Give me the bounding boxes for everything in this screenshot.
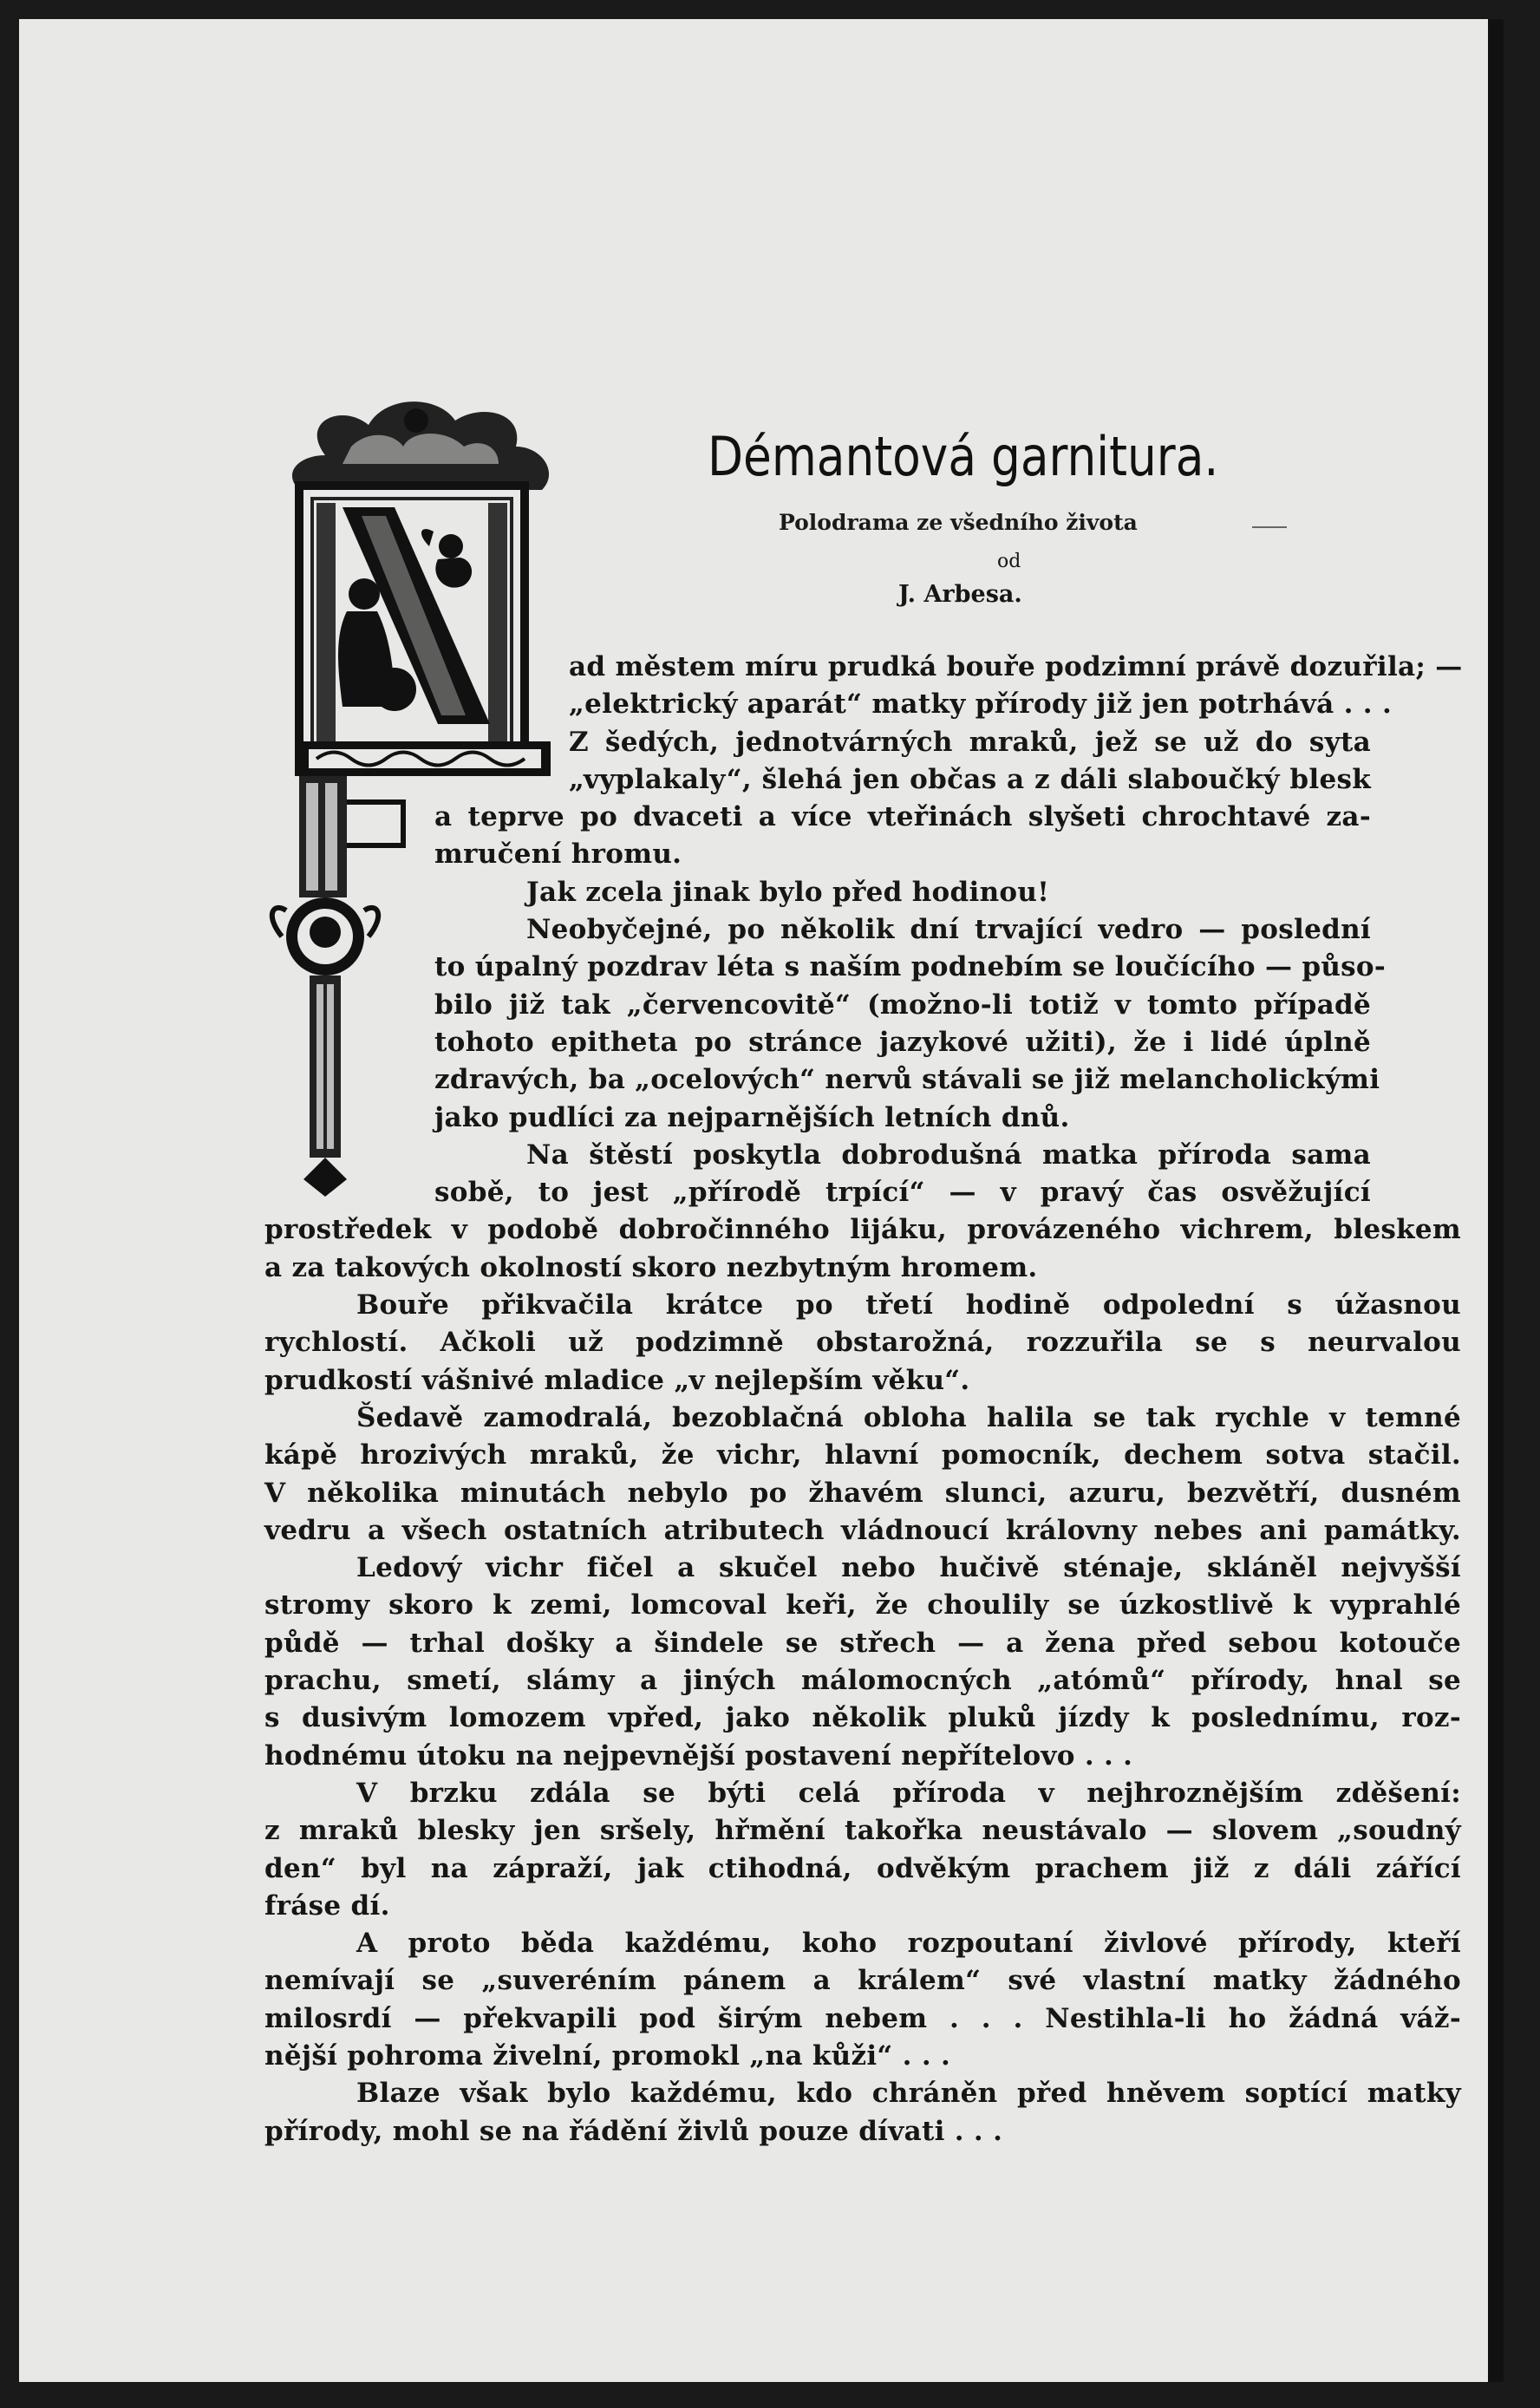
body-line-12: zdravých, ba „ocelových“ nervů stávali se již melancholickými: [434, 1064, 1380, 1096]
body-line-27: půdě — trhal došky a šindele se střech — a žena před sebou kotouče: [264, 1627, 1461, 1659]
story-subtitle: Polodrama ze všedního života: [779, 510, 1138, 535]
body-line-17: a za takových okolností skoro nezbytným hromem.: [264, 1251, 1038, 1283]
body-line-31: V brzku zdála se býti celá příroda v nejhroznějším zděšení:: [356, 1777, 1461, 1809]
body-line-34: fráse dí.: [264, 1889, 390, 1922]
body-line-39: Blaze však bylo každému, kdo chráněn před hněvem soptící matky: [356, 2078, 1461, 2110]
byline-preposition: od: [997, 551, 1021, 572]
story-title: Démantová garnitura.: [708, 425, 1219, 488]
body-line-36: nemívají se „suveréním pánem a králem“ své vlastní matky žádného: [264, 1965, 1461, 1997]
body-line-7: Jak zcela jinak bylo před hodinou!: [526, 876, 1050, 908]
body-line-13: jako pudlíci za nejparnějších letních dnů.: [434, 1101, 1070, 1133]
body-line-8: Neobyčejné, po několik dní trvající vedro — poslední: [526, 914, 1371, 946]
body-line-24: vedru a všech ostatních atributech vládnoucí královny nebes ani památky.: [264, 1514, 1461, 1546]
body-line-33: den“ byl na zápraží, jak ctihodná, odvěkým prachem již z dáli zářící: [264, 1852, 1461, 1884]
body-line-19: rychlostí. Ačkoli už podzimně obstarožná, rozzuřila se s neurvalou: [264, 1327, 1461, 1359]
body-line-38: nější pohroma živelní, promokl „na kůži“ . . .: [264, 2039, 951, 2072]
body-line-37: milosrdí — překvapili pod širým nebem . . . Nestihla-li ho žádná váž-: [264, 2002, 1461, 2034]
body-line-14: Na štěstí poskytla dobrodušná matka příroda sama: [526, 1139, 1371, 1171]
body-line-18: Bouře přikvačila krátce po třetí hodině odpolední s úžasnou: [356, 1289, 1461, 1321]
body-line-6: mručení hromu.: [434, 839, 682, 871]
body-line-40: přírody, mohl se na řádění živlů pouze dívati . . .: [264, 2115, 1003, 2147]
body-line-1: ad městem míru prudká bouře podzimní právě dozuřila; —: [569, 651, 1463, 682]
body-line-26: stromy skoro k zemi, lomcoval keři, že choulily se úzkostlivě k vyprahlé: [264, 1589, 1461, 1622]
body-line-28: prachu, smetí, slámy a jiných málomocných „atómů“ přírody, hnal se: [264, 1665, 1461, 1697]
body-line-29: s dusivým lomozem vpřed, jako několik pluků jízdy k poslednímu, roz-: [264, 1702, 1461, 1734]
byline-author: J. Arbesa.: [898, 581, 1022, 608]
story-body: [264, 649, 1463, 2150]
body-line-10: bilo již tak „červencovitě“ (možno-li totiž v tomto případě: [434, 989, 1371, 1021]
body-line-9: to úpalný pozdrav léta s naším podnebím se loučícího — půso-: [434, 951, 1387, 983]
body-line-32: z mraků blesky jen sršely, hřmění takořka neustávalo — slovem „soudný: [264, 1815, 1461, 1847]
body-line-35: A proto běda každému, koho rozpoutaní živlové přírody, kteří: [356, 1928, 1461, 1960]
body-line-23: V několika minutách nebylo po žhavém slunci, azuru, bezvětří, dusném: [264, 1477, 1461, 1509]
body-line-22: kápě hrozivých mraků, že vichr, hlavní pomocník, dechem sotva stačil.: [264, 1439, 1461, 1472]
body-line-2: „elektrický aparát“ matky přírody již jen potrhává . . .: [569, 688, 1393, 721]
body-line-4: „vyplakaly“, šlehá jen občas a z dáli slaboučký blesk: [569, 763, 1371, 795]
body-line-5: a teprve po dvaceti a více vteřinách slyšeti chrochtavé za-: [434, 801, 1371, 833]
decorative-dash: [1252, 526, 1287, 528]
body-line-3: Z šedých, jednotvárných mraků, jež se už do syta: [569, 726, 1371, 758]
body-line-25: Ledový vichr fičel a skučel nebo hučivě sténaje, skláněl nejvyšší: [356, 1552, 1461, 1584]
body-line-15: sobě, to jest „přírodě trpící“ — v pravý čas osvěžující: [434, 1177, 1371, 1209]
body-line-30: hodnému útoku na nejpevnější postavení nepřítelovo . . .: [264, 1739, 1133, 1772]
body-line-11: tohoto epitheta po stránce jazykové užiti), že i lidé úplně: [434, 1026, 1371, 1058]
body-line-20: prudkostí vášnivé mladice „v nejlepším věku“.: [264, 1364, 970, 1396]
body-line-21: Šedavě zamodralá, bezoblačná obloha halila se tak rychle v temné: [356, 1401, 1461, 1433]
body-line-16: prostředek v podobě dobročinného lijáku, provázeného vichrem, bleskem: [264, 1214, 1461, 1246]
